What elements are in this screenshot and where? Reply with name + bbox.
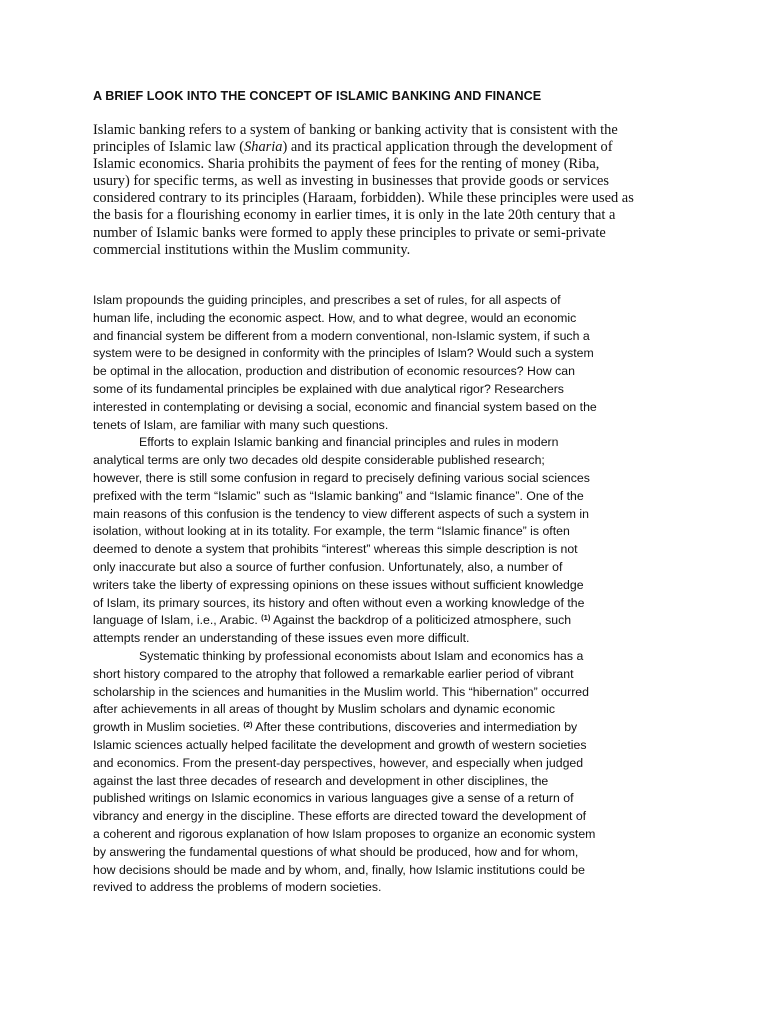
paragraph-3-line: scholarship in the sciences and humanities in the Muslim world. This “hibernation” occurred bbox=[93, 684, 589, 699]
paragraph-3-line: a coherent and rigorous explanation of how Islam proposes to organize an economic system bbox=[93, 826, 596, 841]
intro-line: Islamic economics. Sharia prohibits the payment of fees for the renting of money (Riba, bbox=[93, 156, 600, 173]
intro-line: number of Islamic banks were formed to apply these principles to private or semi-private bbox=[93, 224, 606, 241]
paragraph-3-line: published writings on Islamic economics in various languages give a sense of a return of bbox=[93, 791, 574, 806]
intro-line: commercial institutions within the Muslim community. bbox=[93, 241, 411, 258]
paragraph-1-line: and financial system be different from a modern conventional, non-Islamic system, if such a bbox=[93, 328, 590, 343]
paragraph-2-line: attempts render an understanding of these issues even more difficult. bbox=[93, 631, 470, 646]
paragraph-2-line: of Islam, its primary sources, its history and often without even a working knowledge of the bbox=[93, 595, 585, 610]
intro-paragraph bbox=[93, 122, 693, 259]
intro-line: usury) for specific terms, as well as investing in businesses that provide goods or services bbox=[93, 173, 609, 190]
intro-line: principles of Islamic law (Sharia) and its practical application through the development of bbox=[93, 139, 613, 156]
paragraph-3-line: vibrancy and energy in the discipline. These efforts are directed toward the development of bbox=[93, 809, 587, 824]
paragraph-1-line: some of its fundamental principles be explained with due analytical rigor? Researchers bbox=[93, 381, 564, 396]
intro-line: Islamic banking refers to a system of banking or banking activity that is consistent with the bbox=[93, 122, 618, 138]
paragraph-3-line: short history compared to the atrophy that followed a remarkable earlier period of vibrant bbox=[93, 666, 574, 681]
paragraph-3-line: Islamic sciences actually helped facilitate the development and growth of western societies bbox=[93, 737, 587, 752]
paragraph-3-line: by answering the fundamental questions of what should be produced, how and for whom, bbox=[93, 844, 579, 859]
paragraph-3-line: revived to address the problems of modern societies. bbox=[93, 880, 382, 895]
paragraph-2-line: analytical terms are only two decades old despite considerable published research; bbox=[93, 453, 545, 468]
paragraph-3-line: after achievements in all areas of thought by Muslim scholars and dynamic economic bbox=[93, 702, 556, 717]
paragraph-3-line: and economics. From the present-day perspectives, however, and especially when judged bbox=[93, 755, 584, 770]
paragraph-2-line: prefixed with the term “Islamic” such as “Islamic banking” and “Islamic finance”. One of the bbox=[93, 488, 584, 503]
paragraph-1-line: Islam propounds the guiding principles, and prescribes a set of rules, for all aspects of bbox=[93, 293, 561, 307]
paragraph-1-line: tenets of Islam, are familiar with many such questions. bbox=[93, 417, 389, 432]
paragraph-2-line: writers take the liberty of expressing opinions on these issues without sufficient knowledge bbox=[93, 577, 584, 592]
paragraph-1-line: be optimal in the allocation, production and distribution of economic resources? How can bbox=[93, 364, 575, 379]
paragraph-3-line: how decisions should be made and by whom, and, finally, how Islamic institutions could be bbox=[93, 862, 585, 877]
body-text bbox=[93, 292, 693, 897]
intro-line: the basis for a flourishing economy in earlier times, it is only in the late 20th century that a bbox=[93, 207, 616, 224]
paragraph-2-line: Efforts to explain Islamic banking and financial principles and rules in modern bbox=[139, 435, 559, 450]
paragraph-1-line: interested in contemplating or devising a social, economic and financial system based on the bbox=[93, 399, 597, 414]
sharia-term: Sharia bbox=[244, 139, 283, 156]
paragraph-2-line: only inaccurate but also a source of further confusion. Unfortunately, also, a number of bbox=[93, 559, 563, 574]
paragraph-3-line: Systematic thinking by professional economists about Islam and economics has a bbox=[139, 648, 584, 663]
paragraph-2-line: isolation, without looking at in its totality. For example, the term “Islamic finance” is often bbox=[93, 524, 570, 539]
paragraph-2-line: however, there is still some confusion in regard to precisely defining various social sciences bbox=[93, 470, 590, 485]
document-title: A BRIEF LOOK INTO THE CONCEPT OF ISLAMIC BANKING AND FINANCE bbox=[93, 89, 542, 103]
footnote-ref-1[interactable]: (1) bbox=[261, 613, 271, 623]
paragraph-1-line: human life, including the economic aspect. How, and to what degree, would an economic bbox=[93, 310, 577, 325]
paragraph-2-line: language of Islam, i.e., Arabic. $^{(1)}$ Against the backdrop of a politicized atmosphere, such bbox=[93, 613, 572, 628]
paragraph-3-line: against the last three decades of research and development in other disciplines, the bbox=[93, 773, 549, 788]
paragraph-3-line: growth in Muslim societies. $^{(2)}$ After these contributions, discoveries and intermediation by bbox=[93, 720, 578, 735]
intro-line: considered contrary to its principles (Haraam, forbidden). While these principles were used as bbox=[93, 190, 634, 207]
paragraph-2-line: deemed to denote a system that prohibits “interest” whereas this simple description is not bbox=[93, 542, 578, 557]
paragraph-2-line: main reasons of this confusion is the tendency to view different aspects of such a system in bbox=[93, 506, 590, 521]
footnote-ref-2[interactable]: (2) bbox=[243, 720, 253, 730]
paragraph-1-line: system were to be designed in conformity with the principles of Islam? Would such a system bbox=[93, 346, 594, 361]
